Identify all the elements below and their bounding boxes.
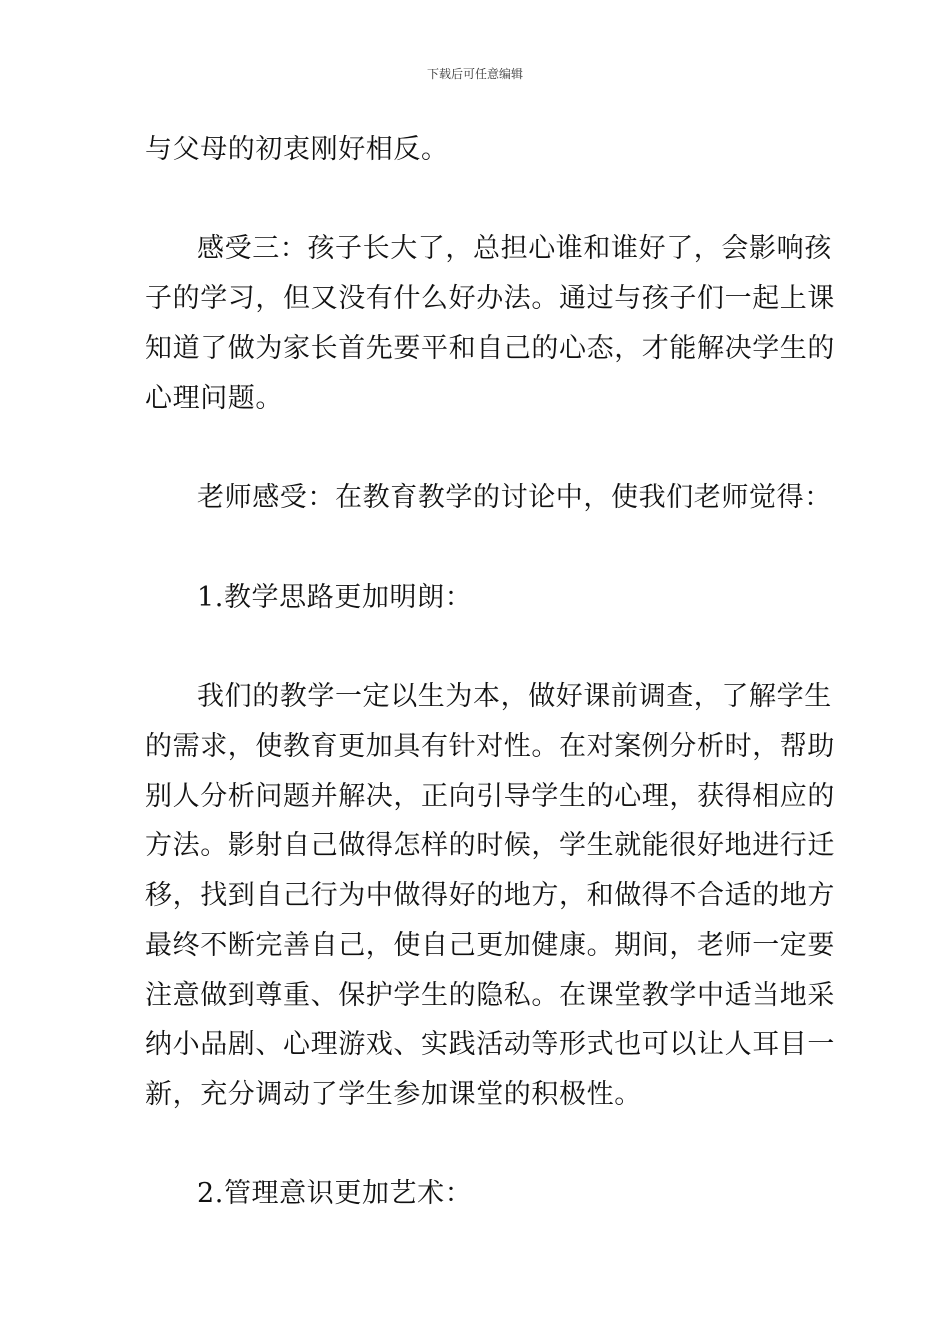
paragraph-line: 感受三：孩子长大了，总担心谁和谁好了，会影响孩 (197, 233, 832, 264)
paragraph-line: 注意做到尊重、保护学生的隐私。在课堂教学中适当地采 (145, 980, 835, 1011)
page-header-note: 下载后可任意编辑 (426, 67, 523, 81)
paragraph-line: 最终不断完善自己，使自己更加健康。期间，老师一定要 (145, 930, 835, 961)
paragraph-line: 移，找到自己行为中做得好的地方，和做得不合适的地方 (145, 880, 835, 911)
paragraph-line: 新，充分调动了学生参加课堂的积极性。 (145, 1079, 642, 1110)
paragraph-line: 别人分析问题并解决，正向引导学生的心理，获得相应的 (145, 781, 835, 812)
paragraph-line: 知道了做为家长首先要平和自己的心态，才能解决学生的 (145, 333, 835, 364)
list-heading: 1.教学思路更加明朗： (197, 582, 473, 613)
paragraph-line: 心理问题。 (145, 383, 283, 414)
paragraph-line: 的需求，使教育更加具有针对性。在对案例分析时，帮助 (145, 731, 835, 762)
paragraph-line: 我们的教学一定以生为本，做好课前调查，了解学生 (197, 681, 832, 712)
paragraph-line: 与父母的初衷刚好相反。 (145, 134, 449, 165)
list-heading: 2.管理意识更加艺术： (197, 1178, 473, 1209)
paragraph-line: 纳小品剧、心理游戏、实践活动等形式也可以让人耳目一 (145, 1029, 835, 1060)
paragraph-line: 方法。影射自己做得怎样的时候，学生就能很好地进行迁 (145, 830, 835, 861)
paragraph-line: 子的学习，但又没有什么好办法。通过与孩子们一起上课 (145, 283, 835, 314)
paragraph-line: 老师感受：在教育教学的讨论中，使我们老师觉得： (197, 482, 832, 513)
